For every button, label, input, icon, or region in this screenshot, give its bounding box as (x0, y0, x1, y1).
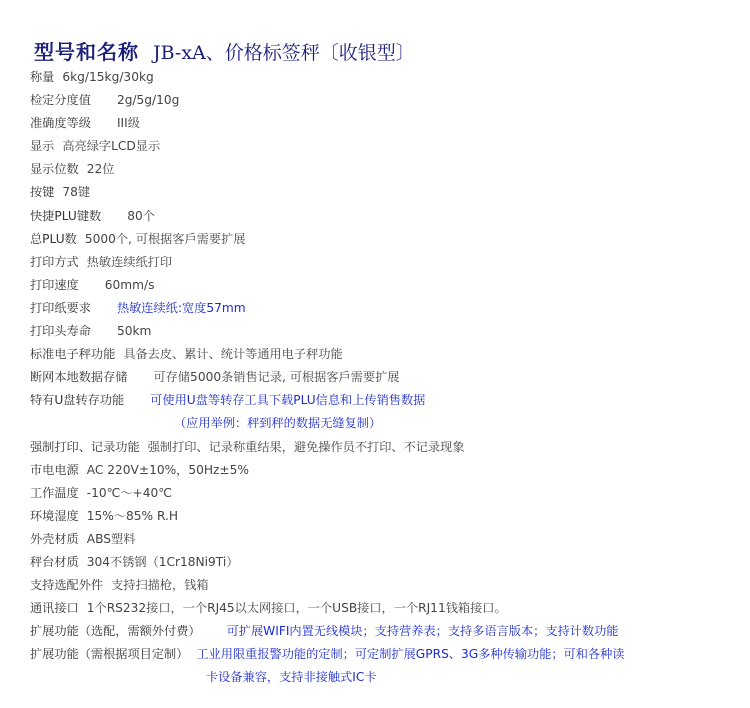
spec-key: 按键 (30, 185, 55, 200)
spec-row-print-speed (30, 274, 738, 297)
spec-key: 特有U盘转存功能 (30, 393, 125, 408)
spec-row-capacity (30, 66, 738, 89)
spec-value: 可扩展WIFI内置无线模块；支持营养表；支持多语言版本；支持计数功能 (226, 624, 619, 639)
spec-key: 外壳材质 (30, 531, 79, 546)
spec-row-paper (30, 297, 738, 320)
spec-row-display (30, 135, 738, 158)
spec-value: 热敏连续纸打印 (86, 254, 173, 269)
spec-value: 可使用U盘等转存工具下载PLU信息和上传销售数据 (150, 393, 426, 408)
spec-value: 2g/5g/10g (116, 93, 180, 108)
spec-row-plu-total (30, 228, 738, 251)
spec-row-standard-functions (30, 343, 738, 366)
spec-value: 卡设备兼容，支持非接触式IC卡 (206, 670, 377, 685)
spec-key: 标准电子秤功能 (30, 347, 116, 362)
spec-value: 50km (116, 324, 152, 339)
spec-row-digits (30, 158, 738, 181)
spec-key: 称量 (30, 70, 55, 84)
spec-key: 快捷PLU键数 (30, 208, 102, 223)
spec-value: 60mm/s (104, 277, 155, 292)
spec-row-platform (30, 551, 738, 574)
spec-value: AC 220V±10%，50Hz±5% (86, 462, 249, 477)
spec-list (30, 66, 738, 690)
spec-value: 热敏连续纸:宽度57mm (116, 300, 246, 315)
spec-row-operating-temp (30, 482, 738, 505)
spec-value: 5000个, 可根据客戶需要扩展 (84, 231, 246, 246)
spec-row-humidity (30, 505, 738, 528)
spec-value: 304不锈钢（1Cr18Ni9Ti） (86, 554, 239, 569)
spec-row-offline-storage (30, 366, 738, 389)
spec-row-housing (30, 528, 738, 551)
spec-row-optional-extensions (30, 620, 738, 643)
spec-row-keys (30, 181, 738, 204)
spec-key: 打印速度 (30, 277, 79, 292)
spec-key: 环境湿度 (30, 508, 79, 523)
spec-value: 可存储5000条销售记录, 可根据客戶需要扩展 (153, 370, 400, 385)
spec-row-print-method (30, 251, 738, 274)
spec-key: 扩展功能（需根据项目定制） (30, 647, 189, 662)
spec-row-usb-transfer (30, 389, 738, 412)
spec-key: 打印头寿命 (30, 324, 91, 339)
spec-row-division (30, 89, 738, 112)
spec-key: 显示位数 (30, 162, 79, 177)
spec-value: 80个 (127, 208, 155, 223)
spec-value: ABS塑料 (86, 531, 136, 546)
spec-value: 强制打印、记录称重结果，避免操作员不打印、不记录现象 (147, 439, 465, 454)
spec-key: 断网本地数据存储 (30, 370, 128, 385)
spec-row-usb-transfer-note (30, 412, 738, 435)
spec-row-custom-extensions-cont (30, 666, 738, 689)
spec-value: 1个RS232接口，一个RJ45以太网接口，一个USB接口，一个RJ11钱箱接口。 (86, 601, 507, 616)
spec-value: 78键 (62, 185, 91, 200)
spec-key: 准确度等级 (30, 116, 91, 131)
spec-key: 打印纸要求 (30, 300, 91, 315)
spec-key: 市电电源 (30, 462, 79, 477)
title-main: 型号和名称 (34, 40, 139, 64)
spec-value: 22位 (86, 162, 115, 177)
spec-value: 6kg/15kg/30kg (62, 70, 154, 84)
spec-key: 工作温度 (30, 485, 79, 500)
spec-row-forced-print (30, 436, 738, 459)
spec-value: 高亮绿字LCD显示 (62, 139, 161, 154)
spec-key: 支持选配外件 (30, 578, 104, 593)
spec-value: -10℃～+40℃ (86, 485, 172, 500)
spec-value: 支持扫描枪，钱箱 (111, 578, 209, 593)
spec-key: 强制打印、记录功能 (30, 439, 140, 454)
spec-row-custom-extensions (30, 643, 738, 666)
spec-row-peripherals (30, 574, 738, 597)
spec-key: 显示 (30, 139, 55, 154)
spec-key: 秤台材质 (30, 554, 79, 569)
spec-row-plu-keys (30, 205, 738, 228)
spec-value: III级 (116, 116, 140, 131)
spec-key: 打印方式 (30, 254, 79, 269)
spec-row-accuracy (30, 112, 738, 135)
title-model: JB-xA、价格标签秤〔收银型〕 (153, 42, 415, 64)
spec-key: 通讯接口 (30, 601, 79, 616)
spec-row-printhead-life (30, 320, 738, 343)
spec-value: 工业用限重报警功能的定制；可定制扩展GPRS、3G多种传输功能；可和各种读 (196, 647, 625, 662)
spec-key: 检定分度值 (30, 93, 91, 108)
spec-value: （应用举例：秤到秤的数据无缝复制） (174, 416, 382, 431)
spec-value: 15%～85% R.H (86, 508, 179, 523)
spec-value: 具备去皮、累计、统计等通用电子秤功能 (123, 347, 343, 362)
spec-row-power (30, 459, 738, 482)
spec-row-interfaces (30, 597, 738, 620)
spec-key: 总PLU数 (30, 231, 77, 246)
spec-key: 扩展功能（选配，需额外付费） (30, 624, 201, 639)
page-title (34, 36, 415, 66)
